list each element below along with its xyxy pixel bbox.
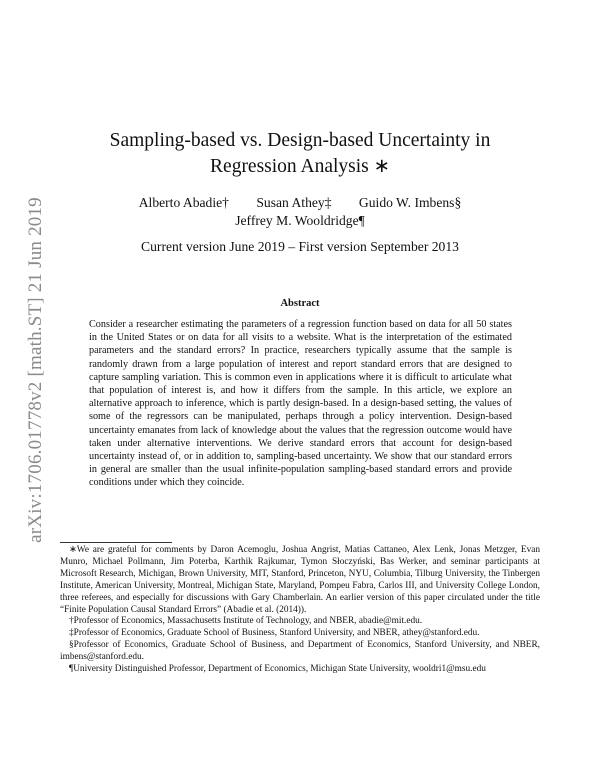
author-name: Alberto Abadie†	[138, 195, 229, 210]
footnote-rule	[60, 542, 172, 543]
footnote: ∗We are grateful for comments by Daron Acemoglu, Joshua Angrist, Matias Cattaneo, Alex Lenk, Jonas Metzger, Evan Munro, Michael Pollmann, Jim Poterba, Karthik Rajkumar, Tymon Słoczyński, Bas Werker, and seminar participants at Microsoft Research, Michigan, Brown University, MIT, Stanford, Princeton, NYU, Columbia, Tilburg University, the Tinbergen Institute, American University, Montreal, Michigan State, Maryland, Pompeu Fabra, Carlos III, and University College London, three referees, and especially for discussions with Gary Chamberlain. An earlier version of this paper circulated under the title “Finite Population Causal Standard Errors” (Abadie et al. (2014)).	[60, 545, 540, 615]
footnote: ¶University Distinguished Professor, Department of Economics, Michigan State University, wooldri1@msu.edu	[69, 664, 486, 675]
arxiv-stamp-text: arXiv:1706.01778v2 [math.ST] 21 Jun 2019	[25, 197, 46, 543]
title-line-1: Sampling-based vs. Design-based Uncertainty in	[109, 130, 491, 151]
version-line: Current version June 2019 – First version September 2013	[141, 239, 459, 254]
paper-title	[60, 128, 540, 180]
author-name: Jeffrey M. Wooldridge¶	[235, 213, 365, 228]
author-name: Guido W. Imbens§	[358, 195, 462, 210]
arxiv-stamp	[22, 180, 50, 560]
footnotes	[60, 545, 540, 676]
abstract-text: Consider a researcher estimating the parameters of a regression function based on data for all 50 states in the United States or on data for all visits to a website. What is the interpretation of the estimated parameters and the standard errors? In practice, researchers typically assume that the sample is randomly drawn from a large population of interest and report standard errors that are designed to capture sampling variation. This is common even in applications where it is difficult to articulate what that population of interest is, and how it differs from the sample. In this article, we explore an alternative approach to inference, which is partly design-based. In a design-based setting, the values of some of the regressors can be manipulated, perhaps through a policy intervention. Design-based uncertainty emanates from lack of knowledge about the values that the regression outcome would have taken under alternative interventions. We derive standard errors that account for design-based uncertainty instead of, or in addition to, sampling-based uncertainty. We show that our standard errors in general are smaller than the usual infinite-population sampling-based standard errors and provide conditions under which they coincide.	[89, 319, 512, 489]
title-line-2: Regression Analysis ∗	[210, 156, 390, 177]
footnote: †Professor of Economics, Massachusetts Institute of Technology, and NBER, abadie@mit.edu.	[69, 616, 423, 627]
author-list	[60, 194, 540, 230]
footnote: §Professor of Economics, Graduate School of Business, and Department of Economics, Stanford University, and NBER, imbens@stanford.edu.	[60, 640, 540, 663]
author-name: Susan Athey‡	[256, 195, 332, 210]
abstract-heading: Abstract	[280, 298, 320, 309]
footnote: ‡Professor of Economics, Graduate School of Business, Stanford University, and NBER, athey@stanford.edu.	[69, 628, 480, 639]
